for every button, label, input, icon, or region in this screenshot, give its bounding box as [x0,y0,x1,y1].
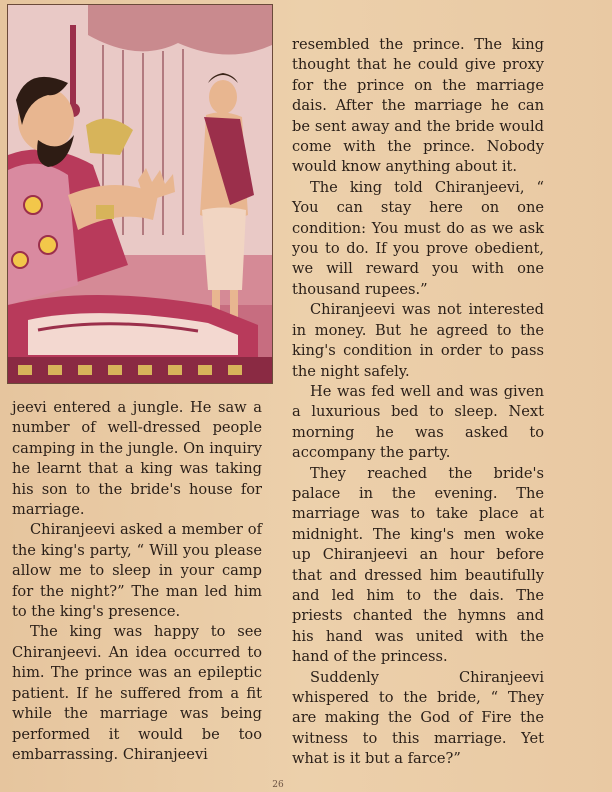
king-and-chiranjeevi-illustration-icon [8,5,272,383]
story-illustration [7,4,273,384]
paragraph: Chiranjeevi asked a member of the king's party, “ Will you please allow me to sleep in your camp for the night?” The man led him to the king's presence. [12,521,262,621]
paragraph: Chiranjeevi was not interested in money. But he agreed to the king's condition in order to pass the night safely. [292,301,544,380]
paragraph: resembled the prince. The king thought that he could give proxy for the prince on the marriage dais. After the marriage he can be sent away and the bride would come with the prince. Nobody would know anything about it. [292,36,544,176]
paragraph: jeevi entered a jungle. He saw a number of well-dressed people camping in the jungle. On inquiry he learnt that a king was taking his son to the bride's house for marriage. [12,399,262,519]
left-column [12,398,262,765]
paragraph: The king was happy to see Chiranjeevi. An idea occurred to him. The prince was an epileptic patient. If he suffered from a fit while the marriage was being performed it would be too embarrassing. Chiranjeevi [12,623,262,763]
paragraph: He was fed well and was given a luxurious bed to sleep. Next morning he was asked to accompany the party. [292,382,544,462]
paragraph: Suddenly Chiranjeevi whispered to the bride, “ They are making the God of Fire the witness to this marriage. Yet what is it but a farce?” [292,668,544,768]
page-number: 26 [272,780,284,790]
paragraph: The king told Chiranjeevi, “ You can stay here on one condition: You must do as we ask you to do. If you prove obedient, we will reward you with one thousand rupees.” [292,178,544,298]
paragraph: They reached the bride's palace in the evening. The marriage was to take place at midnight. The king's men woke up Chiranjeevi an hour before that and dressed him beautifully and led him to the dais. The priests chanted the hymns and his hand was united with the hand of the princess. [292,464,544,666]
right-column [292,35,544,770]
